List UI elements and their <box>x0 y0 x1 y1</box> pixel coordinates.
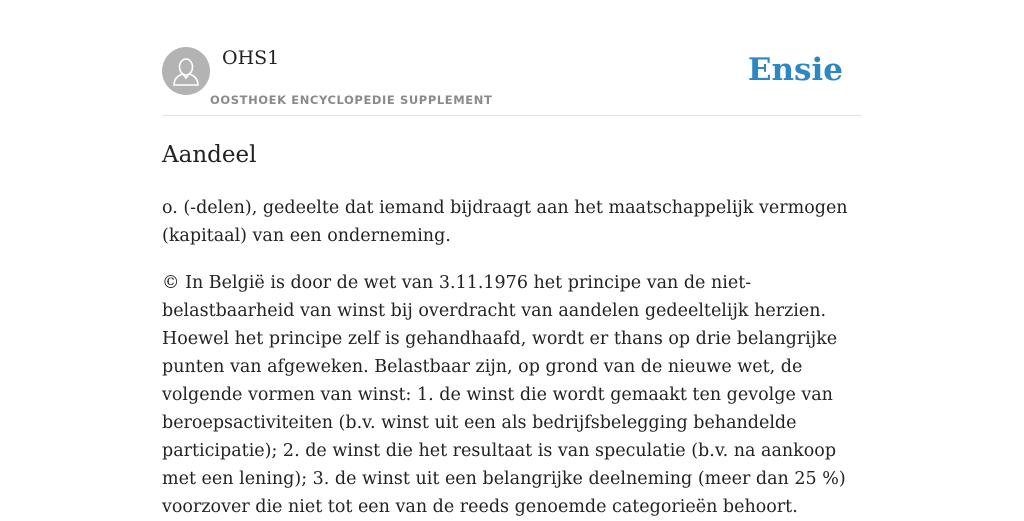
brand-logo[interactable]: Ensie <box>747 52 843 88</box>
user-icon <box>162 47 210 95</box>
article-paragraph: © In België is door de wet van 3.11.1976 het principe van de niet-belastbaarheid van winst bij overdracht van aandelen gedeeltelijk herzien. Hoewel het principe zelf is gehandhaafd, wordt er thans op drie belangrijke punten van afgeweken. Belastbaar zijn, op grond van de nieuwe wet, de volgende vormen van winst: 1. de winst die wordt gemaakt ten gevolge van beroepsactiviteiten (b.v. winst uit een als bedrijfsbelegging behandelde participatie); 2. de winst die het resultaat is van speculatie (b.v. na aankoop met een lening); 3. de winst uit een belangrijke deelneming (meer dan 25 %) voorzover die niet tot een van de reeds genoemde categorieën behoort. <box>162 273 846 517</box>
article-title: Aandeel <box>162 142 257 168</box>
page <box>162 0 862 521</box>
source-name-link[interactable]: OHS1 <box>222 47 280 69</box>
source-subtitle: OOSTHOEK ENCYCLOPEDIE SUPPLEMENT <box>210 93 493 107</box>
source-avatar[interactable] <box>162 47 210 95</box>
article-paragraph: o. (-delen), gedeelte dat iemand bijdraagt aan het maatschappelijk vermogen (kapitaal) van een onderneming. <box>162 198 848 246</box>
source-header <box>162 0 862 116</box>
